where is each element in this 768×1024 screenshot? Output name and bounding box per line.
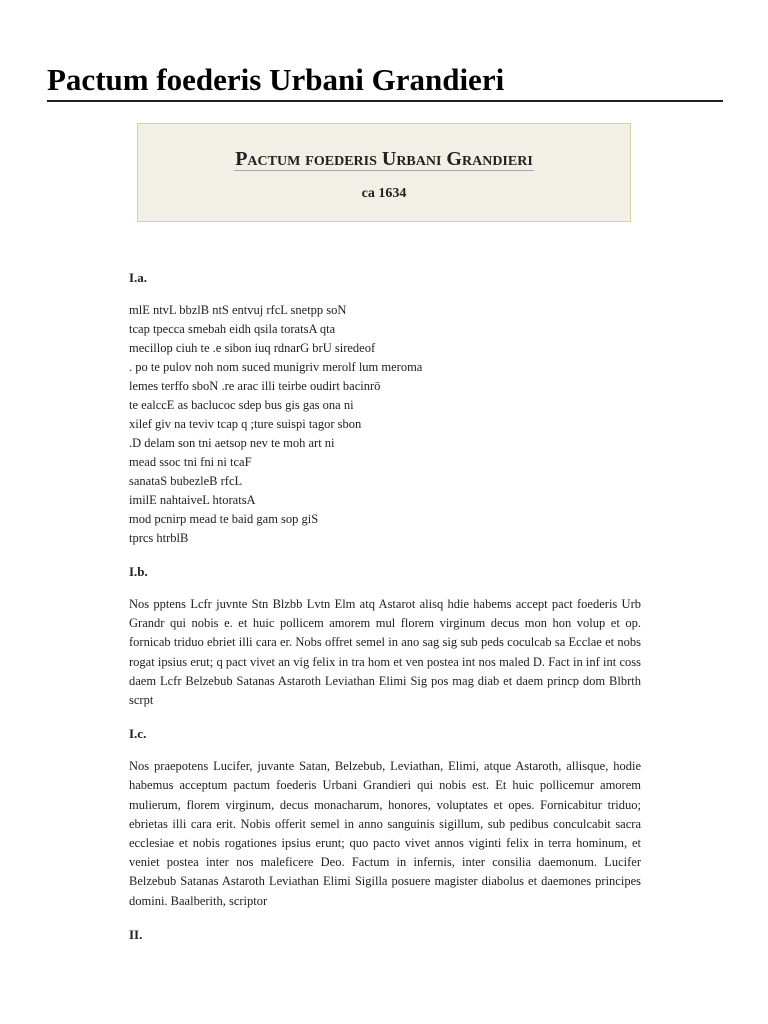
text-line: mecillop ciuh te .e sibon iuq rdnarG brU siredeof (129, 341, 376, 355)
page-title: Pactum foederis Urbani Grandieri (47, 60, 723, 102)
text-line: mlE ntvL bbzlB ntS entvuj rfcL snetpp soN (129, 303, 347, 317)
section-heading-ii: II. (129, 926, 143, 942)
text-line: imilE nahtaiveL htoratsA (129, 493, 256, 507)
text-line: mead ssoc tni fni ni tcaF (129, 455, 252, 469)
text-line: tprcs htrblB (129, 531, 189, 545)
section-heading-ib: I.b. (129, 564, 148, 579)
document-title: Pactum foederis Urbani Grandieri (235, 148, 533, 170)
text-line: . po te pulov noh nom suced munigriv merolf lum meroma (129, 360, 423, 374)
text-line: xilef giv na teviv tcap q ;ture suispi tagor sbon (129, 417, 362, 431)
text-line: tcap tpecca smebah eidh qsila toratsA qta (129, 322, 336, 336)
text-line: te ealccE as baclucoc sdep bus gis gas ona ni (129, 398, 354, 412)
section-heading-ia: I.a. (129, 270, 148, 285)
text-line: mod pcnirp mead te baid gam sop giS (129, 512, 319, 526)
latin-paragraph: Nos praepotens Lucifer, juvante Satan, Belzebub, Leviathan, Elimi, atque Astaroth, allisque, hodie habemus acceptum pactum foederis Urbani Grandieri qui nobis est. Et huic pollicemur amorem mulierum, florem virginum, decus monacharum, honores, voluptates et opes. Fornicabitur triduo; ebrietas illi cara erit. Nobis offerit semel in anno sanguinis sigillum, sub pedibus conculcabit sacra ecclesiae et nobis rogationes ipsius erunt; quo pacto vivet annos viginti felix in terra hominum, et veniet postea inter nos maleficere Deo. Factum in infernis, inter consilia daemonum. Lucifer Belzebub Satanas Astaroth Leviathan Elimi Sigilla posuere magister diabolus et daemones principes domini. Baalberith, scriptor (129, 759, 641, 908)
document-date: ca 1634 (361, 186, 407, 201)
title-box (137, 123, 631, 222)
text-line: sanataS bubezleB rfcL (129, 474, 243, 488)
section-heading-ic: I.c. (129, 726, 147, 742)
abbreviated-paragraph: Nos pptens Lcfr juvnte Stn Blzbb Lvtn Elm atq Astarot alisq hdie habems accept pact foederis Urb Grandr qui nobis e. et huic pollicem amorem mul florem virginum decus mon hon volup et op. fornicab triduo ebriet illi cara er. Nobs offret semel in ano sag sig sub peds coculcab sa Ecclae et nobs rogat ipsius erut; q pact vivet an vig felix in tra hom et ven postea int nos maled D. Fact in inf int coss daem Lcfr Belzebub Satanas Astaroth Leviathan Elimi Sig pos mag diab et daem princp dom Blbrth scrpt (129, 597, 641, 708)
text-line: lemes terffo sboN .re arac illi teirbe oudirt bacinrō (129, 379, 381, 393)
text-line: .D delam son tni aetsop nev te moh art ni (129, 436, 335, 450)
reversed-text-block (129, 301, 641, 548)
document-body (129, 268, 641, 958)
